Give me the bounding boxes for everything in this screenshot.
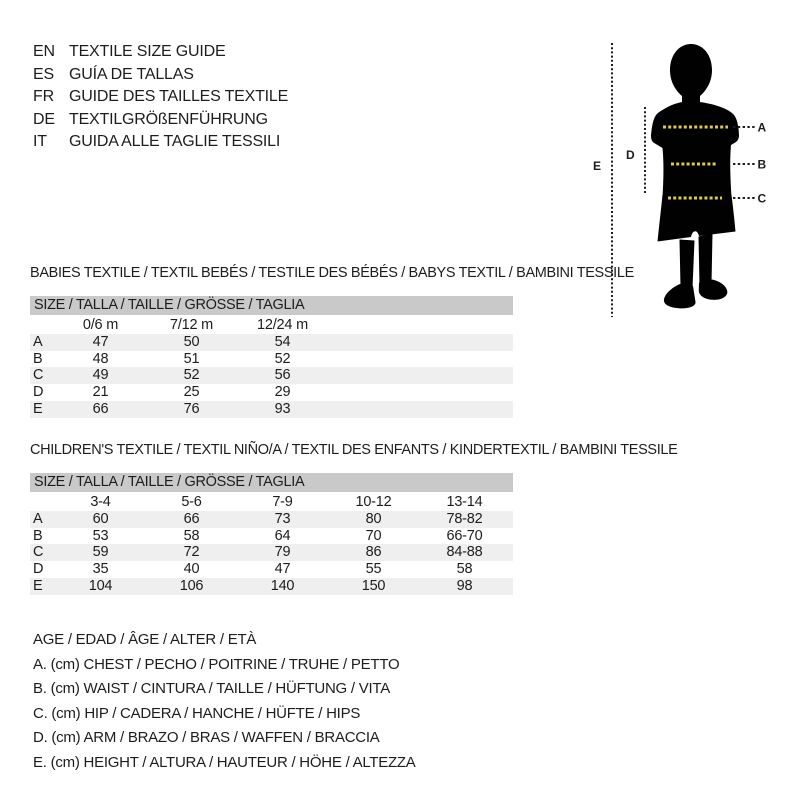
table-cell: 73 [274, 510, 291, 527]
table-cell: 54 [274, 333, 291, 350]
lang-row-fr [33, 86, 288, 109]
silhouette-right-shoe [699, 280, 728, 300]
table-cell: 66 [183, 510, 200, 527]
table-cell: 76 [183, 400, 200, 417]
table-cell: 25 [183, 384, 200, 401]
lang-title-es: GUÍA DE TALLAS [69, 65, 194, 83]
babies-col-7-12m: 7/12 m [169, 317, 214, 333]
row-label: A [33, 510, 43, 527]
row-label: B [33, 350, 43, 367]
legend-waist: B. (cm) WAIST / CINTURA / TAILLE / HÜFTUNG / VITA [33, 680, 390, 697]
babies-row-C [30, 367, 513, 384]
label-B: B [757, 157, 767, 172]
table-cell: 47 [274, 561, 291, 578]
children-row-E [30, 578, 513, 595]
babies-row-A [30, 334, 513, 351]
label-A: A [757, 120, 767, 135]
table-cell: 106 [179, 577, 204, 594]
table-cell: 80 [365, 510, 382, 527]
lang-title-de: TEXTILGRÖßENFÜHRUNG [69, 110, 268, 128]
lang-row-it [33, 131, 288, 154]
table-cell: 50 [183, 333, 200, 350]
babies-col-12-24m: 12/24 m [257, 317, 308, 333]
children-col-10-12: 10-12 [355, 494, 392, 510]
table-cell: 52 [183, 367, 200, 384]
lang-row-en [33, 41, 288, 64]
lang-row-es [33, 64, 288, 87]
table-cell: 64 [274, 527, 291, 544]
table-cell: 93 [274, 400, 291, 417]
children-textile-section [30, 442, 678, 595]
row-label: A [33, 333, 43, 350]
legend-arm: D. (cm) ARM / BRAZO / BRAS / WAFFEN / BRACCIA [33, 729, 380, 746]
babies-textile-section [30, 265, 634, 418]
babies-section-title: BABIES TEXTILE / TEXTIL BEBÉS / TESTILE DES BÉBÉS / BABYS TEXTIL / BAMBINI TESSILE [30, 265, 634, 281]
lang-code-es: ES [33, 65, 54, 83]
child-silhouette [651, 44, 739, 308]
table-cell: 52 [274, 350, 291, 367]
children-size-header-bar: SIZE / TALLA / TAILLE / GRÖSSE / TAGLIA [30, 473, 513, 492]
babies-column-header-row [30, 317, 513, 334]
children-row-D [30, 561, 513, 578]
table-cell: 79 [274, 544, 291, 561]
lang-title-en: TEXTILE SIZE GUIDE [69, 43, 226, 61]
lang-code-fr: FR [33, 88, 54, 106]
table-cell: 29 [274, 384, 291, 401]
table-cell: 53 [92, 527, 109, 544]
children-col-7-9: 7-9 [272, 494, 293, 510]
table-cell: 48 [92, 350, 109, 367]
language-title-list [33, 41, 288, 154]
children-row-A [30, 511, 513, 528]
table-cell: 60 [92, 510, 109, 527]
lang-code-de: DE [33, 110, 55, 128]
table-cell: 70 [365, 527, 382, 544]
legend-height: E. (cm) HEIGHT / ALTURA / HAUTEUR / HÖHE / ALTEZZA [33, 753, 416, 771]
table-cell: 47 [92, 333, 109, 350]
table-cell: 150 [361, 577, 386, 594]
silhouette-head [670, 44, 712, 104]
table-cell: 140 [270, 577, 295, 594]
measurement-legend [33, 628, 416, 775]
table-cell: 58 [183, 527, 200, 544]
table-cell: 49 [92, 367, 109, 384]
legend-age: AGE / EDAD / ÂGE / ALTER / ETÀ [33, 631, 257, 648]
lang-code-it: IT [33, 133, 47, 151]
legend-hip: C. (cm) HIP / CADERA / HANCHE / HÜFTE / HIPS [33, 704, 361, 722]
label-C: C [757, 191, 767, 206]
silhouette-right-leg [699, 234, 713, 286]
children-column-header-row [30, 494, 513, 511]
table-cell: 66 [92, 400, 109, 417]
babies-size-header-bar: SIZE / TALLA / TAILLE / GRÖSSE / TAGLIA [30, 296, 513, 315]
children-col-3-4: 3-4 [90, 494, 111, 510]
children-section-title: CHILDREN'S TEXTILE / TEXTIL NIÑO/A / TEXTIL DES ENFANTS / KINDERTEXTIL / BAMBINI TESSILE [30, 442, 678, 458]
table-cell: 55 [365, 561, 382, 578]
table-cell: 98 [456, 577, 473, 594]
children-row-B [30, 528, 513, 545]
table-cell: 84-88 [446, 544, 483, 561]
label-E: E [593, 159, 602, 173]
babies-col-0-6m: 0/6 m [82, 317, 119, 333]
table-cell: 72 [183, 544, 200, 561]
legend-chest: A. (cm) CHEST / PECHO / POITRINE / TRUHE / PETTO [33, 655, 400, 673]
table-cell: 78-82 [446, 510, 483, 527]
table-cell: 59 [92, 544, 109, 561]
row-label: D [33, 561, 44, 578]
table-cell: 51 [183, 350, 200, 367]
row-label: E [33, 577, 43, 594]
table-cell: 104 [88, 577, 113, 594]
row-label: E [33, 400, 43, 417]
babies-row-D [30, 384, 513, 401]
table-cell: 56 [274, 367, 291, 384]
lang-title-it: GUIDA ALLE TAGLIE TESSILI [69, 133, 281, 151]
label-D: D [626, 148, 635, 162]
row-label: D [33, 384, 44, 401]
table-cell: 86 [365, 544, 382, 561]
table-cell: 21 [92, 384, 109, 401]
silhouette-left-shoe [664, 284, 696, 308]
table-cell: 40 [183, 561, 200, 578]
silhouette-torso [651, 102, 739, 197]
children-col-5-6: 5-6 [181, 494, 202, 510]
silhouette-left-leg [680, 240, 695, 289]
babies-row-B [30, 351, 513, 368]
children-row-C [30, 544, 513, 561]
table-cell: 35 [92, 561, 109, 578]
table-cell [30, 494, 55, 511]
row-label: B [33, 527, 43, 544]
row-label: C [33, 544, 44, 561]
measure-line-D [626, 107, 645, 195]
lang-row-de [33, 109, 288, 132]
children-col-13-14: 13-14 [446, 494, 483, 510]
table-cell: 66-70 [446, 527, 483, 544]
lang-code-en: EN [33, 43, 55, 61]
table-cell: 58 [456, 561, 473, 578]
silhouette-shorts [658, 195, 736, 242]
lang-title-fr: GUIDE DES TAILLES TEXTILE [69, 88, 289, 106]
row-label: C [33, 367, 44, 384]
table-cell [30, 317, 55, 334]
babies-row-E [30, 401, 513, 418]
